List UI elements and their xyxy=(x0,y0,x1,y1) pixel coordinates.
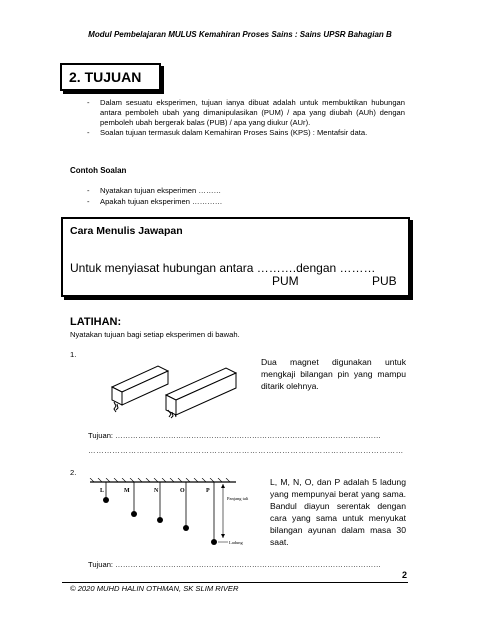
magnet-left xyxy=(112,366,168,412)
magnets-diagram xyxy=(108,360,248,420)
question-2-text: L, M, N, O, dan P adalah 5 ladung yang mempunyai berat yang sama. Bandul diayun serentak dengan cara yang sama untuk menyukat bilangan ayunan dalam masa 30 saat. xyxy=(270,477,406,547)
cara-pub-label: PUB xyxy=(372,274,397,288)
page-number: 2 xyxy=(402,570,408,580)
question-2-answer-line[interactable]: Tujuan: …………………………………………………………………………………………… xyxy=(88,560,381,569)
label-O: O xyxy=(180,488,185,494)
label-N: N xyxy=(154,488,159,494)
pendulum-diagram xyxy=(88,478,260,548)
label-P: P xyxy=(206,488,210,494)
question-2-number: 2. xyxy=(70,468,77,477)
question-1-number: 1. xyxy=(70,350,77,359)
bob-O xyxy=(183,525,189,531)
tujuan-bullets xyxy=(87,98,405,138)
magnet-right xyxy=(166,368,236,418)
cara-pum-label: PUM xyxy=(272,274,299,288)
label-M: M xyxy=(124,488,130,494)
question-1-answer-line[interactable]: Tujuan: …………………………………………………………………………………………… xyxy=(88,431,381,440)
bob-P xyxy=(211,539,217,545)
cara-title: Cara Menulis Jawapan xyxy=(70,225,183,237)
section-title: 2. TUJUAN xyxy=(60,63,161,91)
latihan-title: LATIHAN: xyxy=(70,316,122,328)
question-1-text: Dua magnet digunakan untuk mengkaji bilangan pin yang mampu ditarik olehnya. xyxy=(261,357,406,391)
list-item: - Nyatakan tujuan eksperimen ……… xyxy=(87,186,222,195)
footer-copyright: © 2020 MUHD HALIN OTHMAN, SK SLIM RIVER xyxy=(70,584,239,593)
page-header: Modul Pembelajaran MULUS Kemahiran Proses Sains : Sains UPSR Bahagian B xyxy=(88,30,392,39)
list-item: - Apakah tujuan eksperimen ………… xyxy=(87,197,223,206)
label-L: L xyxy=(100,488,105,494)
bullet-item: - Soalan tujuan termasuk dalam Kemahiran Proses Sains (KPS) : Mentafsir data. xyxy=(87,128,368,137)
label-bob: Ladung xyxy=(229,540,243,545)
contoh-heading: Contoh Soalan xyxy=(70,166,127,175)
cara-box xyxy=(61,217,410,297)
bob-L xyxy=(103,497,109,503)
latihan-instruction: Nyatakan tujuan bagi setiap eksperimen di bawah. xyxy=(70,330,240,339)
question-1-answer-line-2[interactable]: ……………………………………………………………………………………………………… xyxy=(88,446,404,455)
contoh-list xyxy=(87,185,222,207)
label-string-length: Panjang tali xyxy=(227,496,249,501)
footer-divider xyxy=(62,582,408,583)
cara-sentence: Untuk menyiasat hubungan antara ……….dengan ……… xyxy=(70,261,376,275)
bob-M xyxy=(131,511,137,517)
bullet-item: - Dalam sesuatu eksperimen, tujuan ianya dibuat adalah untuk membuktikan hubungan antara pemboleh ubah yang dimanipulasikan (PUM) / apa yang diubah (AUh) dengan pemboleh ubah bergerak balas (PUB) / apa yang diukur (AUr). xyxy=(87,98,405,127)
bob-N xyxy=(157,517,163,523)
